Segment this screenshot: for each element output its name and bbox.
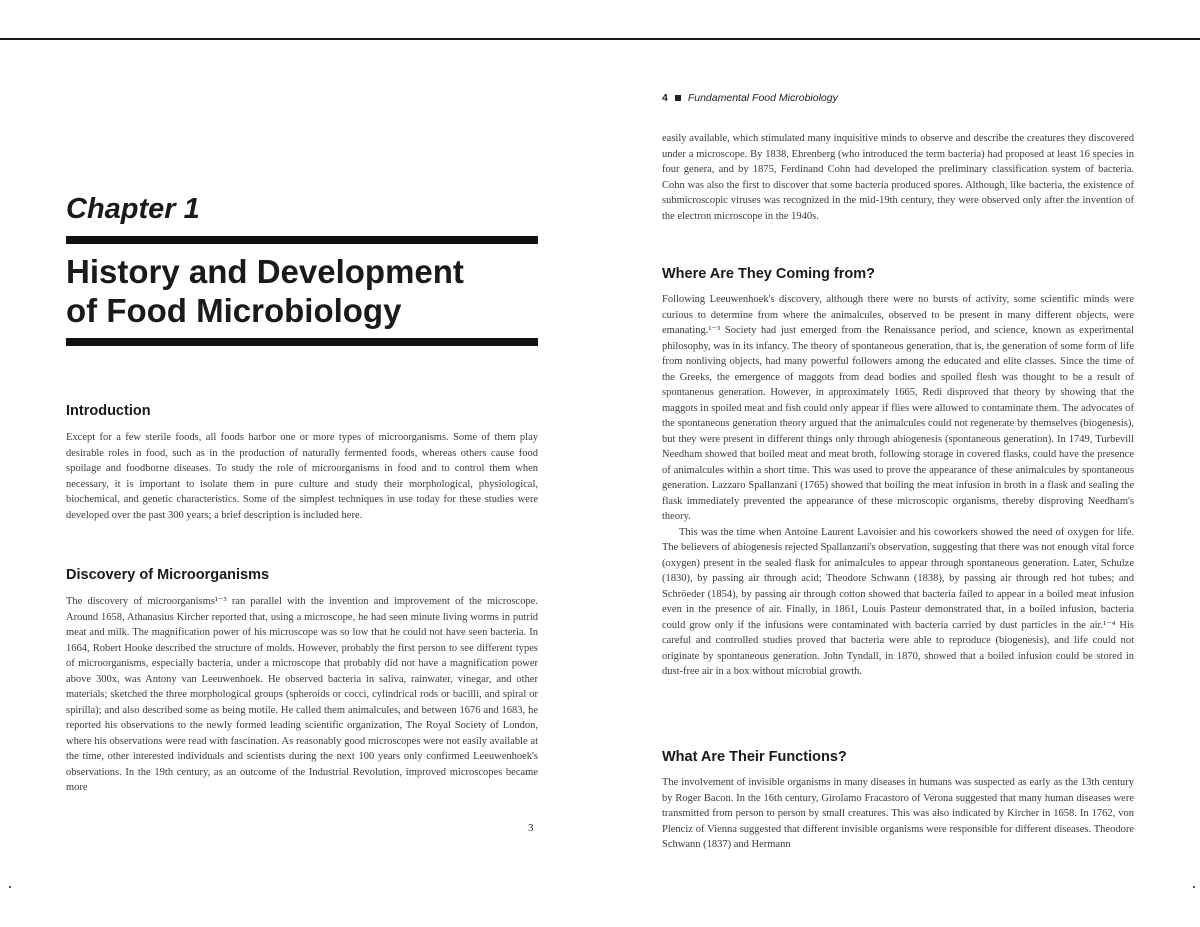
running-title: Fundamental Food Microbiology	[687, 92, 838, 104]
page-number-left: 3	[528, 822, 534, 834]
functions-heading: What Are Their Functions?	[662, 749, 847, 765]
where-heading: Where Are They Coming from?	[662, 266, 875, 282]
introduction-paragraph	[66, 430, 538, 523]
functions-paragraph	[662, 775, 1134, 853]
scan-mark	[1193, 886, 1195, 888]
chapter-title-line-1: History and Development	[66, 253, 464, 290]
running-page-number: 4	[662, 92, 668, 104]
discovery-heading: Discovery of Microorganisms	[66, 567, 270, 583]
continued-text: easily available, which stimulated many inquisitive minds to observe and describe the creatures they discovered under a microscope. By 1838, Ehrenberg (who introduced the term bacteria) had proposed at least 16 species in four genera, and by 1875, Ferdinand Cohn had developed the preliminary classification system of bacteria. Cohn was also the first to discover that some bacteria produced spores. Although, like bacteria, the existence of submicroscopic viruses was recognized in the mid-19th century, they were observed only after the invention of the electron microscope in the 1940s.	[662, 133, 1134, 222]
top-border-line	[0, 38, 1200, 40]
square-bullet-icon	[675, 95, 681, 101]
chapter-rule-bottom	[66, 338, 538, 346]
scan-mark	[9, 886, 11, 888]
discovery-paragraph	[66, 594, 538, 796]
where-paragraphs	[662, 292, 1134, 680]
discovery-text: The discovery of microorganisms¹⁻³ ran parallel with the invention and improvement of the microscope. Around 1658, Athanasius Kircher reported that, using a microscope, he had seen minute living worms in putrid meat and milk. The magnification power of his microscope was so low that he could not have seen bacteria. In 1664, Robert Hooke described the structure of molds. However, probably the first person to see different types of microorganisms, especially bacteria, under a microscope that probably did not have a magnification power above 300x, was Antony van Leeuwenhoek. He observed bacteria in saliva, rainwater, vinegar, and other materials; sketched the three morphological groups (spheroids or cocci, cylindrical rods or bacilli, and spiral or spirilla); and also described some as being motile. He called them animalcules, and between 1676 and 1683, he reported his observations to the newly formed leading scientific organization, The Royal Society of London, where his observations were read with fascination. As reasonably good microscopes were not easily available at the time, other interested individuals and scientists during the next 100 years only confirmed Leeuwenhoek's observations. In the 19th century, as an outcome of the Industrial Revolution, improved microscopes became more	[66, 596, 538, 793]
where-text-1: Following Leeuwenhoek's discovery, although there were no bursts of activity, some scientific minds were curious to determine from where the animalcules, observed to be present in many different objects, were emanating.¹⁻³ Society had just emerged from the Renaissance period, and science, known as experimental philosophy, was in its infancy. The theory of spontaneous generation, that is, the generation of some form of life from nonliving objects, had many powerful followers among the educated and elite classes. Since the time of the Greeks, the emergence of maggots from dead bodies and spoiled flesh was thought to be a result of spontaneous generation. However, in approximately 1665, Redi disproved that theory by showing that the maggots in spoiled meat and fish could only appear if flies were allowed to contaminate them. The advocates of the spontaneous generation theory argued that the animalcules could not regenerate by themselves (biogenesis), but they were present in different things only through abiogenesis (spontaneous generation). In 1749, Turbevill Needham showed that boiled meat and meat broth, following storage in covered flasks, could have the presence of animalcules within a short time. This was used to prove the appearance of these animalcules by spontaneous generation. Lazzaro Spallanzani (1765) showed that boiling the meat infusion in broth in a flask and sealing the flask immediately prevented the appearance of these microscopic organisms, thereby disproving Needham's theory.	[662, 294, 1134, 522]
continued-paragraph	[662, 131, 1134, 224]
chapter-rule-top	[66, 236, 538, 244]
running-header	[662, 92, 838, 104]
introduction-heading: Introduction	[66, 403, 151, 419]
introduction-text: Except for a few sterile foods, all foods harbor one or more types of microorganisms. Some of them play desirable roles in food, such as in the production of naturally fermented foods, whereas others cause food spoilage and foodborne diseases. To study the role of microorganisms in food and to control them when necessary, it is important to isolate them in pure culture and study their morphological, physiological, biochemical, and genetic characteristics. Some of the simplest techniques in use today for these studies were developed over the past 300 years; a brief description is included here.	[66, 432, 538, 521]
chapter-label: Chapter 1	[66, 193, 200, 225]
where-text-2: This was the time when Antoine Laurent Lavoisier and his coworkers showed the need of oxygen for life. The believers of abiogenesis rejected Spallanzani's observation, suggesting that there was not enough vital force (oxygen) present in the sealed flask for animalcules to appear through spontaneous generation. Later, Schulze (1830), by passing air through acid; Theodore Schwann (1838), by passing air through red hot tubes; and Schröeder (1854), by passing air through cotton showed that bacteria failed to appear in a boiled meat infusion even in the presence of air. Finally, in 1861, Louis Pasteur demonstrated that, in a boiled infusion, bacteria could grow only if the infusions were contaminated with bacteria carried by dust particles in the air.¹⁻⁴ His careful and controlled studies proved that bacteria were able to reproduce (biogenesis), and life could not originate by spontaneous generation. John Tyndall, in 1870, showed that a boiled infusion could be stored in dust-free air in a box without microbial growth.	[662, 526, 1134, 677]
chapter-title	[66, 252, 464, 330]
chapter-title-line-2: of Food Microbiology	[66, 292, 402, 329]
functions-text: The involvement of invisible organisms in many diseases in humans was suspected as early as the 13th century by Roger Bacon. In the 16th century, Girolamo Fracastoro of Verona suggested that many human diseases were transmitted from person to person by small creatures. This was also indicated by Kircher in 1658. In 1762, von Plenciz of Vienna suggested that different invisible organisms were responsible for different diseases. Theodore Schwann (1837) and Hermann	[662, 777, 1134, 850]
